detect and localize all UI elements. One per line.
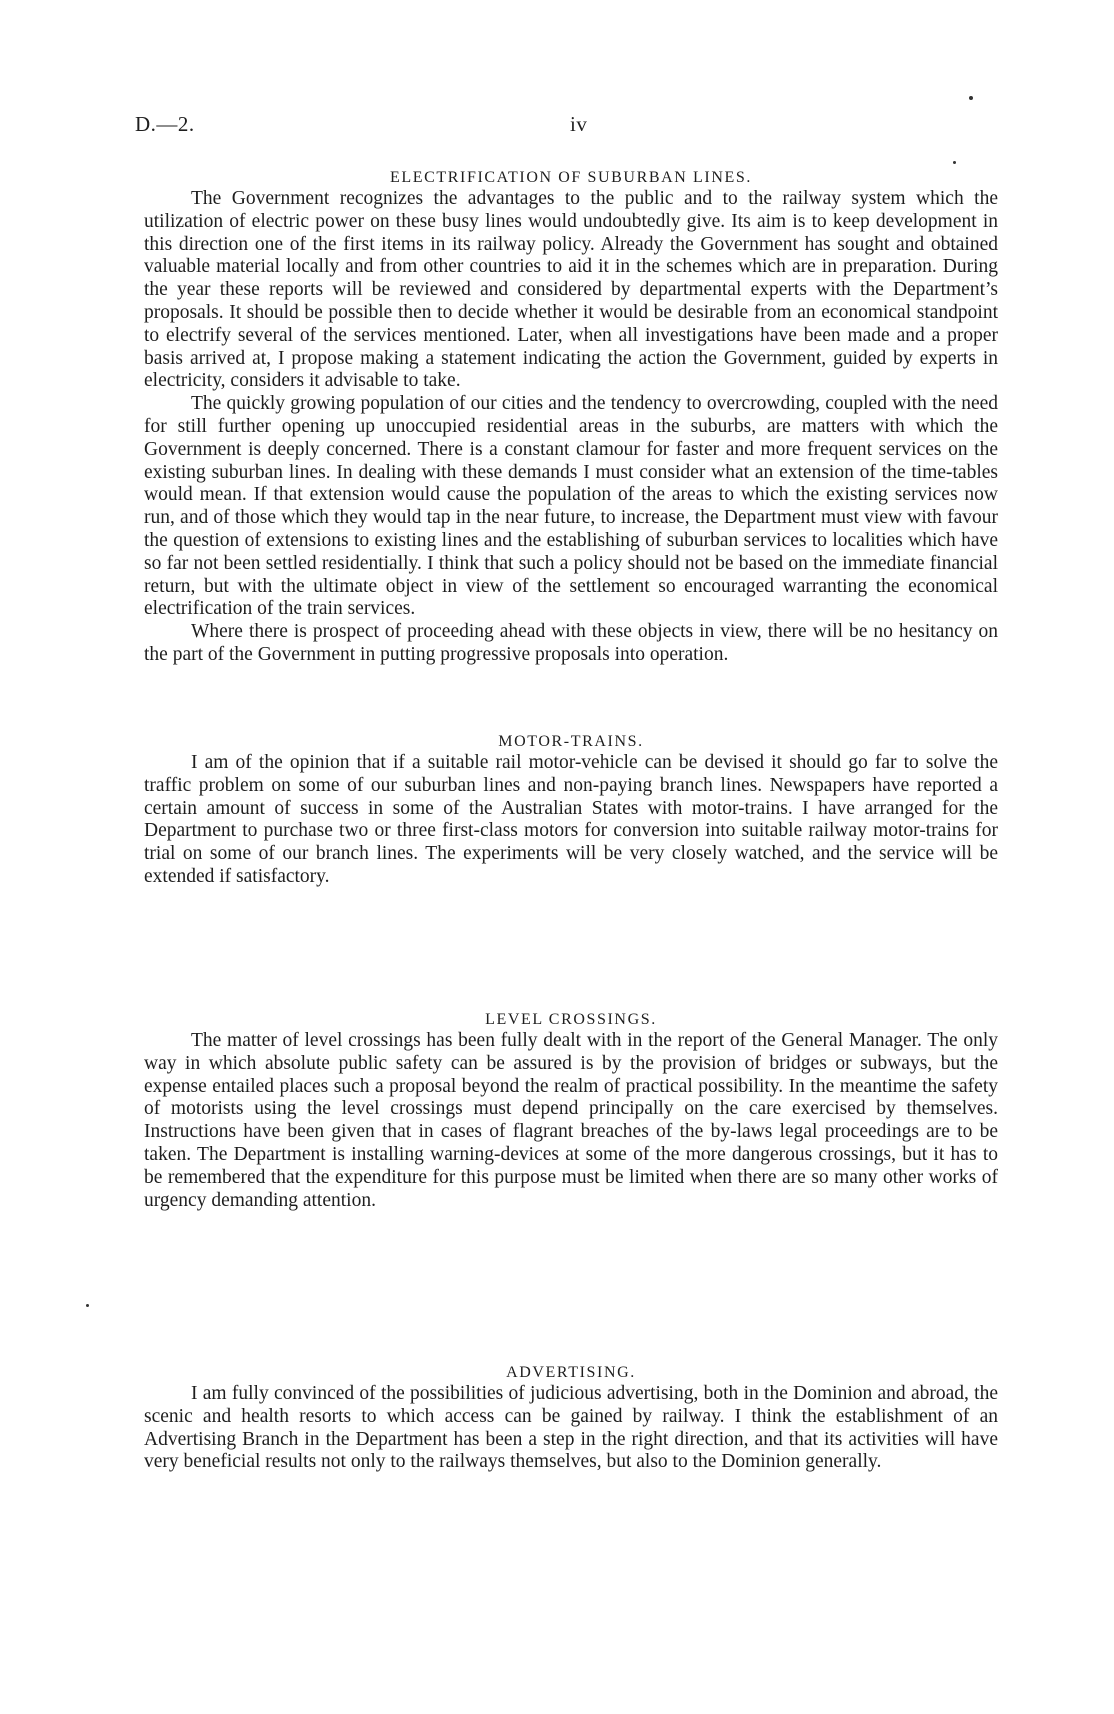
paragraph: The Government recognizes the advantages to the public and to the railway system which the utilization of electric power on these busy lines would undoubtedly give. Its aim is to keep development in this direction one of the first items in its railway policy. Already the Government has sought and obtained valuable material locally and from other countries to aid it in the schemes which are in preparation. During the year these reports will be reviewed and considered by departmental experts with the Department’s proposals. It should be possible then to decide whether it would be desirable from an economical standpoint to electrify several of the services mentioned. Later, when all investigations have been made and a proper basis arrived at, I propose making a statement indicating the action the Government, guided by experts in electricity, considers it advisable to take.	[144, 188, 998, 392]
section-heading: ADVERTISING.	[506, 1364, 636, 1381]
paragraph: I am of the opinion that if a suitable rail motor-vehicle can be devised it should go far to solve the traffic problem on some of our suburban lines and non-paying branch lines. Newspapers have reported a certain amount of success in some of the Australian States with motor-trains. I have arranged for the Department to purchase two or three first-class motors for conversion into suitable railway motor-trains for trial on some of our branch lines. The experiments will be very closely watched, and the service will be extended if satisfactory.	[144, 752, 998, 887]
paragraph: I am fully convinced of the possibilities of judicious advertising, both in the Dominion and abroad, the scenic and health resorts to which access can be gained by railway. I think the establishment of an Advertising Branch in the Department has been a step in the right direction, and that its activities will have very beneficial results not only to the railways themselves, but also to the Dominion generally.	[144, 1383, 998, 1473]
document-reference: D.—2.	[135, 112, 195, 136]
section-heading: LEVEL CROSSINGS.	[485, 1011, 657, 1028]
scan-speck	[953, 161, 956, 164]
scan-speck	[969, 96, 973, 100]
paragraph: The matter of level crossings has been fully dealt with in the report of the General Manager. The only way in which absolute public safety can be assured is by the provision of bridges or subways, but the expense entailed places such a proposal beyond the realm of practical possibility. In the meantime the safety of motorists using the level crossings must depend principally on the care exercised by themselves. Instructions have been given that in cases of flagrant breaches of the by-laws legal proceedings are to be taken. The Department is installing warning-devices at some of the more dangerous crossings, but it has to be remembered that the expenditure for this purpose must be limited when there are so many other works of urgency demanding attention.	[144, 1030, 998, 1211]
scan-speck	[86, 1304, 89, 1307]
page-number: iv	[570, 112, 588, 136]
section-heading: ELECTRIFICATION OF SUBURBAN LINES.	[390, 169, 752, 186]
section-level-crossings	[144, 1010, 998, 1212]
paragraph: The quickly growing population of our cities and the tendency to overcrowding, coupled with the need for still further opening up unoccupied residential areas in the suburbs, are matters with which the Government is deeply concerned. There is a constant clamour for faster and more frequent services on the existing suburban lines. In dealing with these demands I must consider what an extension of the time-tables would mean. If that extension would cause the population of the areas to which the existing services now run, and of those which they would tap in the near future, to increase, the Department must view with favour the question of extensions to existing lines and the establishing of suburban services to localities which have so far not been settled residentially. I think that such a policy should not be based on the immediate financial return, but with the ultimate object in view of the settlement so encouraged warranting the economical electrification of the train services.	[144, 393, 998, 620]
section-motor-trains	[144, 732, 998, 889]
section-electrification	[144, 168, 998, 667]
section-heading: MOTOR-TRAINS.	[498, 733, 644, 750]
paragraph: Where there is prospect of proceeding ahead with these objects in view, there will be no hesitancy on the part of the Government in putting progressive proposals into operation.	[144, 621, 998, 665]
section-advertising	[144, 1363, 998, 1474]
